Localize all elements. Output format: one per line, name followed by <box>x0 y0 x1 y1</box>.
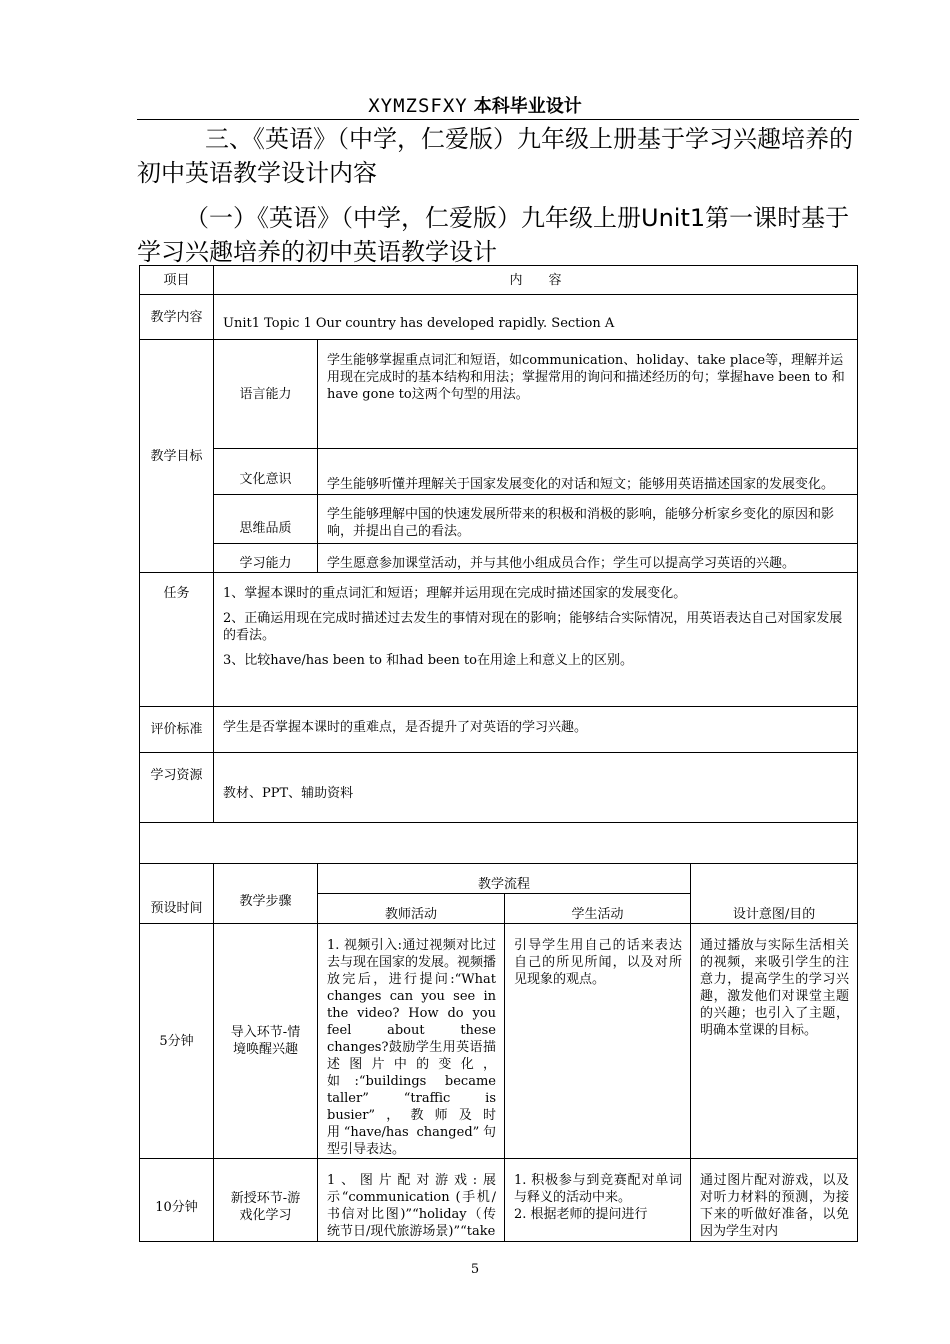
goal-row <box>140 340 858 449</box>
content-value: Unit1 Topic 1 Our country has developed rapidly. Section A <box>214 295 858 340</box>
flow-time: 10分钟 <box>140 1159 214 1242</box>
goal-name: 文化意识 <box>214 449 318 495</box>
goal-name: 学习能力 <box>214 544 318 573</box>
flow-step: 导入环节-情境唤醒兴趣 <box>214 924 318 1159</box>
student-activity: 引导学生用自己的话来表达自己的所见所闻，以及对所见现象的观点。 <box>505 924 691 1159</box>
content-label: 教学内容 <box>140 295 214 340</box>
resource-label: 学习资源 <box>140 753 214 823</box>
evaluation-label: 评价标准 <box>140 707 214 753</box>
teacher-activity: 1、图片配对游戏:展示“communication (手机/书信对比图)”“holiday（传统节日/现代旅游场景)”“take <box>318 1159 505 1242</box>
goal-name: 思维品质 <box>214 495 318 544</box>
flow-row <box>140 1159 858 1242</box>
page-number: 5 <box>470 1262 480 1277</box>
teacher-header: 教师活动 <box>318 894 505 924</box>
task-row <box>140 573 858 707</box>
flow-time: 5分钟 <box>140 924 214 1159</box>
goal-text: 学生能够掌握重点词汇和短语，如communication、holiday、take place等，理解并运用现在完成时的基本结构和用法；掌握常用的询问和描述经历的句；掌握have been to 和have gone to这两个句型的用法。 <box>318 340 858 449</box>
goal-text: 学生能够理解中国的快速发展所带来的积极和消极的影响，能够分析家乡变化的原因和影响，并提出自己的看法。 <box>318 495 858 544</box>
running-header <box>0 92 950 118</box>
goal-row <box>140 495 858 544</box>
task-item: 2、正确运用现在完成时描述过去发生的事情对现在的影响；能够结合实际情况，用英语表达自己对国家发展的看法。 <box>223 611 843 643</box>
header-code: XYMZSFXY <box>368 95 468 117</box>
intent-header: 设计意图/目的 <box>691 864 858 924</box>
goals-label: 教学目标 <box>140 340 214 573</box>
flow-step: 新授环节-游戏化学习 <box>214 1159 318 1242</box>
step-header: 教学步骤 <box>214 864 318 924</box>
student-activity: 1. 积极参与到竞赛配对单词与释义的活动中来。 2. 根据老师的提问进行 <box>505 1159 691 1242</box>
task-item: 1、掌握本课时的重点词汇和短语；理解并运用现在完成时描述国家的发展变化。 <box>223 586 687 601</box>
design-intent: 通过图片配对游戏，以及对听力材料的预测，为接下来的听做好准备，以免因为学生对内 <box>691 1159 858 1242</box>
goal-text: 学生能够听懂并理解关于国家发展变化的对话和短文；能够用英语描述国家的发展变化。 <box>318 449 858 495</box>
goal-row <box>140 449 858 495</box>
blank-row <box>140 823 858 864</box>
design-intent: 通过播放与实际生活相关的视频，来吸引学生的注意力，提高学生的学习兴趣，激发他们对课堂主题的兴趣；也引入了主题，明确本堂课的目标。 <box>691 924 858 1159</box>
header-rule <box>137 119 859 120</box>
header-label: 本科毕业设计 <box>473 96 582 117</box>
flow-header-row <box>140 864 858 894</box>
time-header: 预设时间 <box>140 864 214 924</box>
resource-row <box>140 753 858 823</box>
task-item: 3、比较have/has been to 和had been to在用途上和意义上的区别。 <box>223 653 633 668</box>
blank-cell <box>140 823 858 864</box>
col-content-header: 内 容 <box>214 266 858 295</box>
evaluation-row <box>140 707 858 753</box>
goal-name: 语言能力 <box>214 340 318 449</box>
evaluation-value: 学生是否掌握本课时的重难点，是否提升了对英语的学习兴趣。 <box>214 707 858 753</box>
subsection-heading: （一）《英语》（中学，仁爱版）九年级上册Unit1第一课时基于学习兴趣培养的初中英语教学设计 <box>137 204 850 266</box>
section-heading: 三、《英语》（中学，仁爱版）九年级上册基于学习兴趣培养的初中英语教学设计内容 <box>137 125 853 187</box>
content-row <box>140 295 858 340</box>
task-label: 任务 <box>140 573 214 707</box>
flow-header: 教学流程 <box>318 864 691 894</box>
student-header: 学生活动 <box>505 894 691 924</box>
lesson-plan-table <box>139 265 858 1242</box>
flow-row <box>140 924 858 1159</box>
goal-row <box>140 544 858 573</box>
teacher-activity: 1. 视频引入:通过视频对比过去与现在国家的发展。视频播放完后，进行提问:“What changes can you see in the video? How do you feel about these changes?鼓励学生用英语描述图片中的变化，如:“buildings became taller” “traffic is busier”，教师及时用“have/has changed”句型引导表达。 <box>318 924 505 1159</box>
resource-value: 教材、PPT、辅助资料 <box>214 753 858 823</box>
task-list <box>214 573 858 707</box>
col-item-header: 项目 <box>140 266 214 295</box>
table-header-row <box>140 266 858 295</box>
goal-text: 学生愿意参加课堂活动，并与其他小组成员合作；学生可以提高学习英语的兴趣。 <box>318 544 858 573</box>
